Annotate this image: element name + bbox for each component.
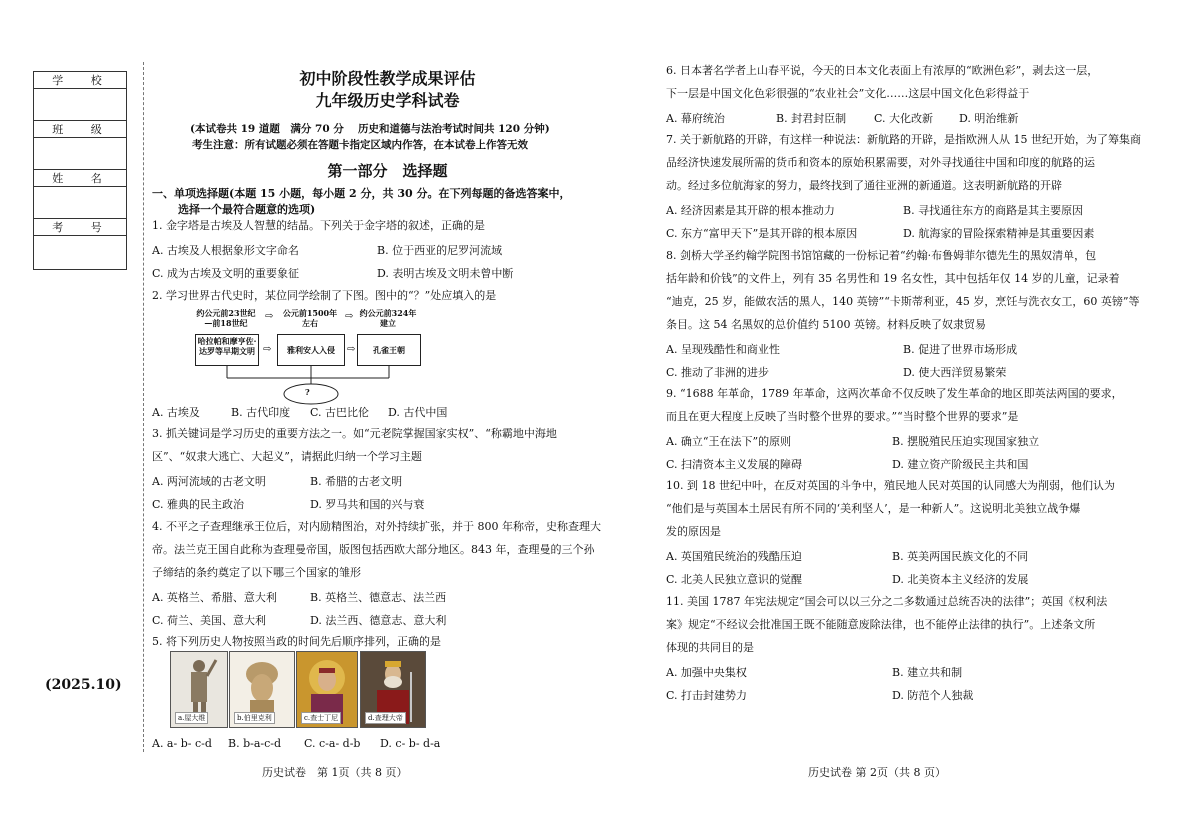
- page-footer-1: 历史试卷 第 1页（共 8 页）: [262, 766, 408, 779]
- q11-stem-1: 11. 美国 1787 年宪法规定“国会可以以三分之二多数通过总统否决的法律”；英国《权利法: [666, 595, 1108, 608]
- q11-option-b[interactable]: B. 建立共和制: [892, 666, 963, 679]
- caption-justinian: c.查士丁尼: [301, 712, 341, 724]
- binding-line: [143, 62, 144, 752]
- q1-option-b[interactable]: B. 位于西亚的尼罗河流域: [377, 244, 503, 257]
- exam-number-label: 考 号: [34, 219, 126, 236]
- q8-option-d[interactable]: D. 使大西洋贸易繁荣: [903, 366, 1007, 379]
- section-instructions: 一、单项选择题(本题 15 小题，每小题 2 分，共 30 分。在下列每题的备选答案中，: [152, 187, 571, 200]
- q6-option-b[interactable]: B. 封君封臣制: [776, 112, 847, 125]
- q4-option-b[interactable]: B. 英格兰、德意志、法兰西: [310, 591, 447, 604]
- school-label: 学 校: [34, 72, 126, 89]
- q3-stem-2: 区”、“奴隶大逃亡、大起义”，请据此归纳一个学习主题: [152, 450, 422, 463]
- q8-option-a[interactable]: A. 呈现残酷性和商业性: [666, 343, 780, 356]
- q1-option-a[interactable]: A. 古埃及人根据象形文字命名: [152, 244, 299, 257]
- class-label: 班 级: [34, 121, 126, 138]
- timeline-connector-lines: [185, 366, 445, 406]
- q8-stem-1: 8. 剑桥大学圣约翰学院图书馆馆藏的一份标记着“约翰·布鲁姆菲尔德先生的黑奴清单，包: [666, 249, 1097, 262]
- q6-option-a[interactable]: A. 幕府统治: [666, 112, 725, 125]
- caption-pericles: b.伯里克利: [234, 712, 275, 724]
- justinian-mosaic-image: [296, 651, 358, 728]
- q11-option-d[interactable]: D. 防范个人独裁: [892, 689, 974, 702]
- caption-charlemagne: d.查理大帝: [365, 712, 406, 724]
- q7-option-a[interactable]: A. 经济因素是其开辟的根本推动力: [666, 204, 835, 217]
- q11-stem-2: 案》规定“不经议会批准国王既不能随意废除法律，也不能停止法律的执行”。上述条文所: [666, 618, 1096, 631]
- q10-option-c[interactable]: C. 北美人民独立意识的觉醒: [666, 573, 803, 586]
- exam-date: (2025.10): [45, 677, 122, 693]
- q11-option-a[interactable]: A. 加强中央集权: [666, 666, 747, 679]
- maurya-dynasty-box: 孔雀王朝: [357, 334, 421, 366]
- india-timeline-diagram: [185, 306, 445, 406]
- q3-option-c[interactable]: C. 雅典的民主政治: [152, 498, 245, 511]
- q9-option-c[interactable]: C. 扫清资本主义发展的障碍: [666, 458, 803, 471]
- q4-option-a[interactable]: A. 英格兰、希腊、意大利: [152, 591, 277, 604]
- q8-stem-4: 条目。这 54 名黑奴的总价值约 5100 英镑。材料反映了奴隶贸易: [666, 318, 986, 331]
- q4-stem-3: 子缔结的条约奠定了以下哪三个国家的雏形: [152, 566, 361, 579]
- name-label: 姓 名: [34, 170, 126, 187]
- augustus-statue-image: [170, 651, 228, 728]
- q9-option-d[interactable]: D. 建立资产阶级民主共和国: [892, 458, 1029, 471]
- q3-option-d[interactable]: D. 罗马共和国的兴与衰: [310, 498, 425, 511]
- caption-augustus: a.屋大维: [175, 712, 208, 724]
- q8-stem-3: “迪克，25 岁，能做农活的黑人，140 英镑”“卡斯蒂利亚，45 岁，烹饪与洗衣女工，60 英镑”等: [666, 295, 1140, 308]
- exam-title: 初中阶段性教学成果评估: [299, 69, 476, 88]
- q1-stem: 1. 金字塔是古埃及人智慧的结晶。下列关于金字塔的叙述，正确的是: [152, 219, 485, 232]
- exam-meta: (本试卷共 19 道题 满分 70 分 历史和道德与法治考试时间共 120 分钟): [190, 123, 550, 135]
- timeline-date-1: 约公元前23世纪—前18世纪: [196, 308, 256, 328]
- q6-stem-2: 下一层是中国文化色彩很强的“农业社会”文化……这层中国文化色彩得益于: [666, 87, 1030, 100]
- q11-option-c[interactable]: C. 打击封建势力: [666, 689, 748, 702]
- q11-stem-3: 体现的共同目的是: [666, 641, 754, 654]
- q10-option-a[interactable]: A. 英国殖民统治的残酷压迫: [666, 550, 802, 563]
- exam-notice: 考生注意：所有试题必须在答题卡指定区域内作答，在本试卷上作答无效: [192, 139, 528, 151]
- arrow-icon: ⇨: [265, 311, 274, 322]
- timeline-date-3: 约公元前324年建立: [359, 308, 417, 328]
- q9-option-a[interactable]: A. 确立“王在法下”的原则: [666, 435, 792, 448]
- q10-stem-1: 10. 到 18 世纪中叶，在反对英国的斗争中，殖民地人民对英国的认同感大为削弱，他们认为: [666, 479, 1115, 492]
- q9-stem-1: 9. “1688 年革命，1789 年革命，这两次革命不仅反映了发生革命的地区即英法两国的要求，: [666, 387, 1123, 400]
- q7-stem-1: 7. 关于新航路的开辟，有这样一种说法：新航路的开辟，是指欧洲人从 15 世纪开始，为了筹集商: [666, 133, 1141, 146]
- arrow-icon: ⇨: [345, 311, 354, 322]
- q10-stem-3: 发的原因是: [666, 525, 721, 538]
- timeline-date-2: 公元前1500年左右: [282, 308, 338, 328]
- q7-stem-3: 动。经过多位航海家的努力，最终找到了通往亚洲的新通道。这表明新航路的开辟: [666, 179, 1062, 192]
- q1-option-c[interactable]: C. 成为古埃及文明的重要象征: [152, 267, 300, 280]
- q10-option-b[interactable]: B. 英美两国民族文化的不同: [892, 550, 1029, 563]
- q10-stem-2: “他们是与英国本土居民有所不同的‘美利坚人’，是一种新人”。这说明北美独立战争爆: [666, 502, 1081, 515]
- q5-option-d[interactable]: D. c- b- d-a: [380, 737, 441, 750]
- aryan-invasion-box: 雅利安人入侵: [277, 334, 345, 366]
- q2-stem: 2. 学习世界古代史时，某位同学绘制了下图。图中的“？”处应填入的是: [152, 289, 497, 302]
- q6-option-d[interactable]: D. 明治维新: [959, 112, 1019, 125]
- q2-option-c[interactable]: C. 古巴比伦: [310, 406, 370, 419]
- student-info-box: [33, 71, 127, 270]
- section-instructions-2: 选择一个最符合题意的选项): [178, 203, 316, 216]
- q7-option-b[interactable]: B. 寻找通往东方的商路是其主要原因: [903, 204, 1084, 217]
- charlemagne-painting-image: [360, 651, 426, 728]
- arrow-icon: ⇨: [347, 344, 356, 355]
- q7-option-c[interactable]: C. 东方“富甲天下”是其开辟的根本原因: [666, 227, 858, 240]
- q1-option-d[interactable]: D. 表明古埃及文明未曾中断: [377, 267, 514, 280]
- q3-stem-1: 3. 抓关键词是学习历史的重要方法之一。如“元老院掌握国家实权”、“称霸地中海地: [152, 427, 557, 440]
- page-footer-2: 历史试卷 第 2页（共 8 页）: [808, 766, 946, 779]
- part-title: 第一部分 选择题: [327, 162, 448, 180]
- pericles-bust-image: [229, 651, 295, 728]
- q4-stem-2: 帝。法兰克王国自此称为查理曼帝国，版图包括西欧大部分地区。843 年，查理曼的三个孙: [152, 543, 595, 556]
- q7-option-d[interactable]: D. 航海家的冒险探索精神是其重要因素: [903, 227, 1095, 240]
- q4-option-c[interactable]: C. 荷兰、美国、意大利: [152, 614, 267, 627]
- q5-option-c[interactable]: C. c-a- d-b: [304, 737, 361, 750]
- subject-title: 九年级历史学科试卷: [315, 91, 460, 110]
- q7-stem-2: 品经济快速发展所需的货币和资本的原始积累需要，对外寻找通往中国和印度的航路的运: [666, 156, 1095, 169]
- q2-option-d[interactable]: D. 古代中国: [388, 406, 448, 419]
- question-mark: ?: [305, 387, 310, 397]
- q6-option-c[interactable]: C. 大化改新: [874, 112, 934, 125]
- q2-option-a[interactable]: A. 古埃及: [152, 406, 200, 419]
- q9-option-b[interactable]: B. 摆脱殖民压迫实现国家独立: [892, 435, 1040, 448]
- q8-option-c[interactable]: C. 推动了非洲的进步: [666, 366, 770, 379]
- q6-stem-1: 6. 日本著名学者上山春平说，今天的日本文化表面上有浓厚的“欧洲色彩”，剥去这一层，: [666, 64, 1099, 77]
- q8-option-b[interactable]: B. 促进了世界市场形成: [903, 343, 1018, 356]
- q2-option-b[interactable]: B. 古代印度: [231, 406, 291, 419]
- q5-stem: 5. 将下列历史人物按照当政的时间先后顺序排列，正确的是: [152, 635, 441, 648]
- q10-option-d[interactable]: D. 北美资本主义经济的发展: [892, 573, 1029, 586]
- arrow-icon: ⇨: [263, 344, 272, 355]
- q5-option-b[interactable]: B. b-a-c-d: [228, 737, 282, 750]
- q4-stem-1: 4. 不平之子查理继承王位后，对内励精图治，对外持续扩张，并于 800 年称帝，史称查理大: [152, 520, 601, 533]
- q9-stem-2: 而且在更大程度上反映了当时整个世界的要求。”“当时整个世界的要求”是: [666, 410, 1019, 423]
- q3-option-a[interactable]: A. 两河流域的古老文明: [152, 475, 266, 488]
- q5-option-a[interactable]: A. a- b- c-d: [152, 737, 212, 750]
- q3-option-b[interactable]: B. 希腊的古老文明: [310, 475, 403, 488]
- q8-stem-2: 括年龄和价钱”的文件上，列有 35 名男性和 19 名女性，其中包括年仅 14 岁的儿童，记录着: [666, 272, 1120, 285]
- q4-option-d[interactable]: D. 法兰西、德意志、意大利: [310, 614, 447, 627]
- early-civilization-box: 哈拉帕和摩亨佐·达罗等早期文明: [195, 334, 259, 366]
